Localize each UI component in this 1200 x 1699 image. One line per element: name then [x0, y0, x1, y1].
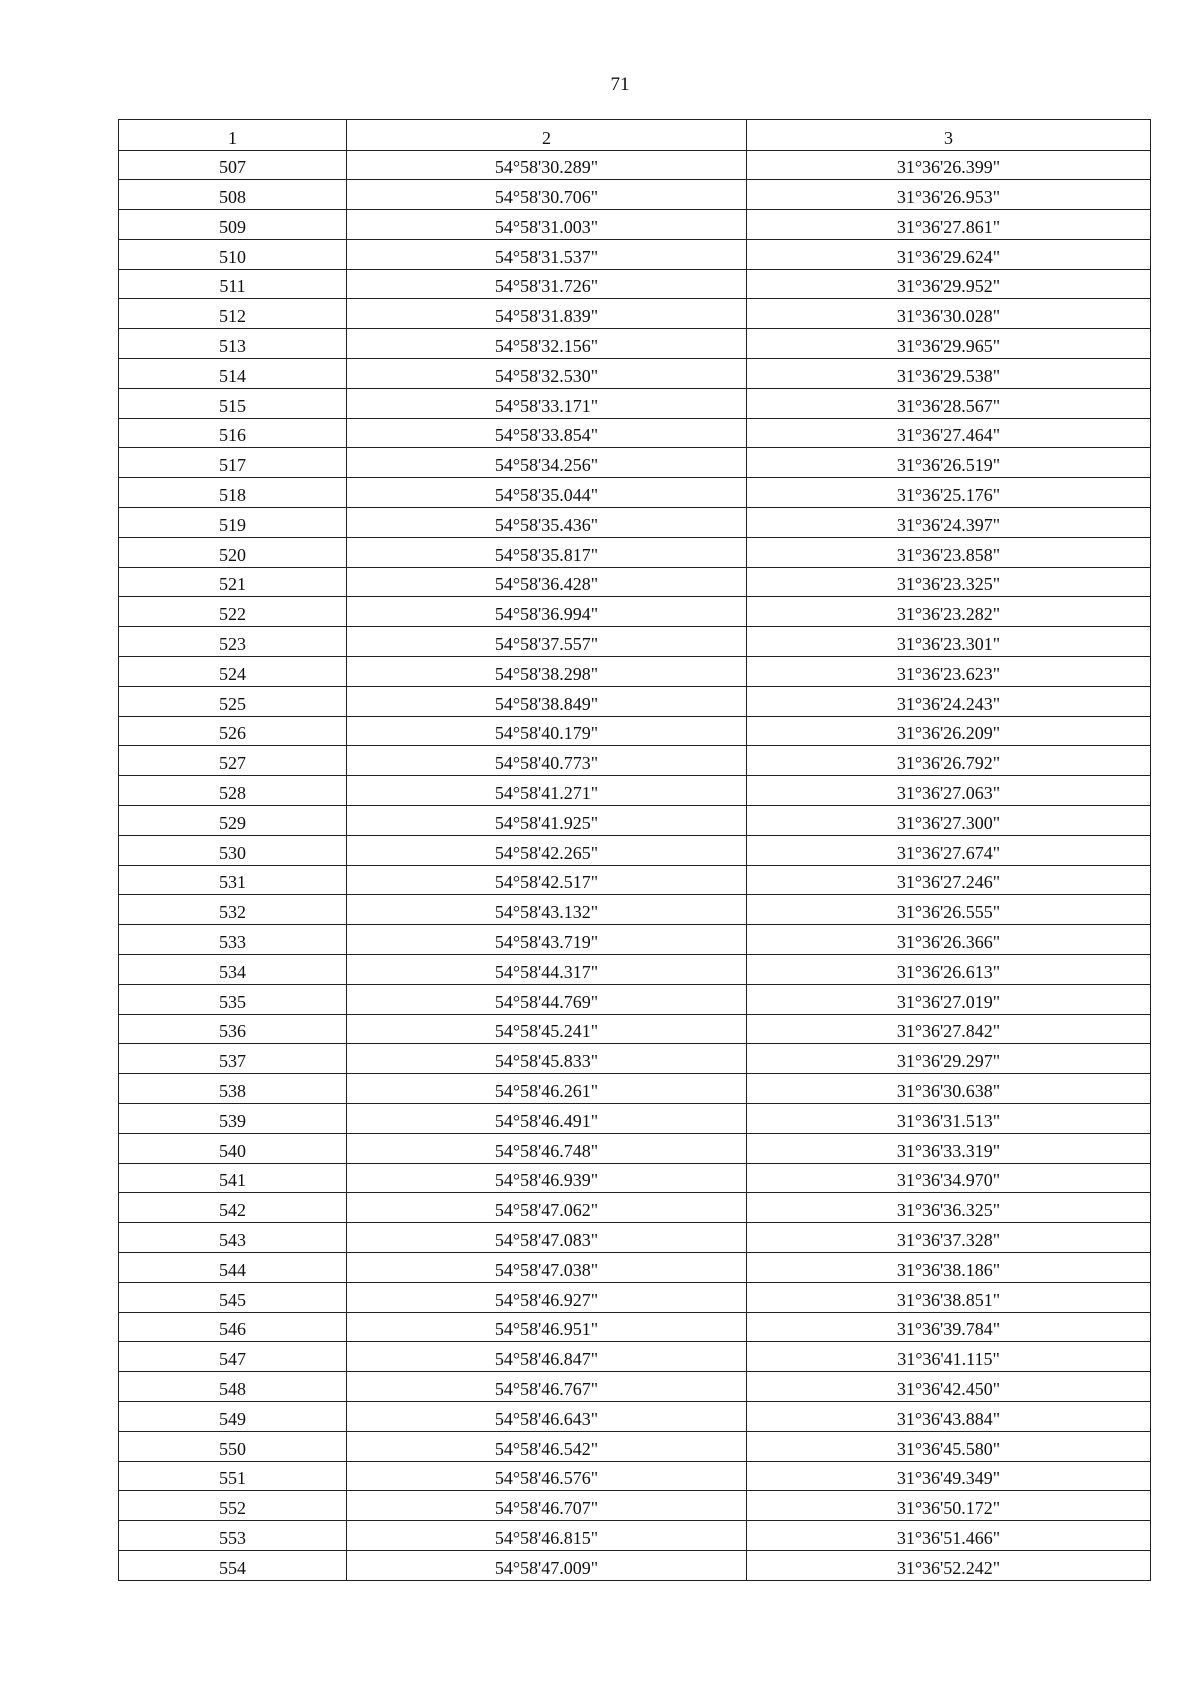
longitude-cell: 31°36'26.953": [747, 180, 1151, 210]
table-row: [119, 925, 1151, 955]
point-number-cell: 517: [119, 448, 347, 478]
point-number-cell: 545: [119, 1282, 347, 1312]
point-number-cell: 523: [119, 627, 347, 657]
table-row: [119, 835, 1151, 865]
point-number-cell: 510: [119, 239, 347, 269]
point-number-cell: 512: [119, 299, 347, 329]
table-row: [119, 448, 1151, 478]
point-number-cell: 513: [119, 329, 347, 359]
latitude-cell: 54°58'30.706": [347, 180, 747, 210]
longitude-cell: 31°36'26.519": [747, 448, 1151, 478]
point-number-cell: 520: [119, 537, 347, 567]
longitude-cell: 31°36'43.884": [747, 1401, 1151, 1431]
latitude-cell: 54°58'42.265": [347, 835, 747, 865]
latitude-cell: 54°58'44.317": [347, 955, 747, 985]
latitude-cell: 54°58'46.767": [347, 1372, 747, 1402]
point-number-cell: 544: [119, 1252, 347, 1282]
longitude-cell: 31°36'29.952": [747, 269, 1151, 299]
latitude-cell: 54°58'38.298": [347, 657, 747, 687]
longitude-cell: 31°36'27.246": [747, 865, 1151, 895]
longitude-cell: 31°36'30.638": [747, 1074, 1151, 1104]
point-number-cell: 541: [119, 1163, 347, 1193]
longitude-cell: 31°36'27.300": [747, 806, 1151, 836]
table-row: [119, 597, 1151, 627]
longitude-cell: 31°36'31.513": [747, 1104, 1151, 1134]
latitude-cell: 54°58'46.643": [347, 1401, 747, 1431]
latitude-cell: 54°58'30.289": [347, 150, 747, 180]
point-number-cell: 516: [119, 418, 347, 448]
point-number-cell: 531: [119, 865, 347, 895]
point-number-cell: 543: [119, 1223, 347, 1253]
point-number-cell: 528: [119, 776, 347, 806]
table-row: [119, 150, 1151, 180]
table-row: [119, 746, 1151, 776]
table-row: [119, 537, 1151, 567]
table-row: [119, 1223, 1151, 1253]
point-number-cell: 507: [119, 150, 347, 180]
longitude-cell: 31°36'23.301": [747, 627, 1151, 657]
latitude-cell: 54°58'40.179": [347, 716, 747, 746]
point-number-cell: 548: [119, 1372, 347, 1402]
point-number-cell: 553: [119, 1521, 347, 1551]
table-row: [119, 776, 1151, 806]
latitude-cell: 54°58'32.156": [347, 329, 747, 359]
longitude-cell: 31°36'27.861": [747, 210, 1151, 240]
longitude-cell: 31°36'28.567": [747, 388, 1151, 418]
point-number-cell: 536: [119, 1014, 347, 1044]
longitude-cell: 31°36'26.209": [747, 716, 1151, 746]
table-row: [119, 895, 1151, 925]
latitude-cell: 54°58'31.839": [347, 299, 747, 329]
latitude-cell: 54°58'32.530": [347, 359, 747, 389]
table-row: [119, 1401, 1151, 1431]
table-row: [119, 806, 1151, 836]
coordinates-table-body: [119, 120, 1151, 1581]
point-number-cell: 532: [119, 895, 347, 925]
longitude-cell: 31°36'33.319": [747, 1133, 1151, 1163]
table-row: [119, 627, 1151, 657]
point-number-cell: 535: [119, 984, 347, 1014]
table-row: [119, 1521, 1151, 1551]
longitude-cell: 31°36'29.297": [747, 1044, 1151, 1074]
table-row: [119, 657, 1151, 687]
table-row: [119, 1252, 1151, 1282]
longitude-cell: 31°36'38.851": [747, 1282, 1151, 1312]
longitude-cell: 31°36'27.063": [747, 776, 1151, 806]
latitude-cell: 54°58'41.925": [347, 806, 747, 836]
longitude-cell: 31°36'26.792": [747, 746, 1151, 776]
table-row: [119, 1282, 1151, 1312]
point-number-cell: 524: [119, 657, 347, 687]
latitude-cell: 54°58'35.436": [347, 508, 747, 538]
point-number-cell: 547: [119, 1342, 347, 1372]
longitude-cell: 31°36'29.624": [747, 239, 1151, 269]
longitude-cell: 31°36'51.466": [747, 1521, 1151, 1551]
point-number-cell: 509: [119, 210, 347, 240]
table-row: [119, 1342, 1151, 1372]
longitude-cell: 31°36'27.674": [747, 835, 1151, 865]
longitude-cell: 31°36'49.349": [747, 1461, 1151, 1491]
table-row: [119, 508, 1151, 538]
latitude-cell: 54°58'31.003": [347, 210, 747, 240]
latitude-cell: 54°58'45.833": [347, 1044, 747, 1074]
table-row: [119, 299, 1151, 329]
point-number-cell: 529: [119, 806, 347, 836]
table-row: [119, 210, 1151, 240]
latitude-cell: 54°58'46.939": [347, 1163, 747, 1193]
table-row: [119, 1491, 1151, 1521]
point-number-cell: 537: [119, 1044, 347, 1074]
table-row: [119, 269, 1151, 299]
longitude-cell: 31°36'26.613": [747, 955, 1151, 985]
longitude-cell: 31°36'26.555": [747, 895, 1151, 925]
longitude-cell: 31°36'25.176": [747, 478, 1151, 508]
latitude-cell: 54°58'43.719": [347, 925, 747, 955]
point-number-cell: 549: [119, 1401, 347, 1431]
longitude-cell: 31°36'29.965": [747, 329, 1151, 359]
column-header: 3: [747, 120, 1151, 151]
latitude-cell: 54°58'36.994": [347, 597, 747, 627]
longitude-cell: 31°36'23.325": [747, 567, 1151, 597]
point-number-cell: 515: [119, 388, 347, 418]
point-number-cell: 540: [119, 1133, 347, 1163]
table-row: [119, 865, 1151, 895]
point-number-cell: 551: [119, 1461, 347, 1491]
table-row: [119, 1104, 1151, 1134]
page-number: 71: [610, 74, 630, 95]
table-row: [119, 1431, 1151, 1461]
latitude-cell: 54°58'40.773": [347, 746, 747, 776]
point-number-cell: 508: [119, 180, 347, 210]
table-row: [119, 1312, 1151, 1342]
table-row: [119, 1133, 1151, 1163]
point-number-cell: 518: [119, 478, 347, 508]
latitude-cell: 54°58'46.847": [347, 1342, 747, 1372]
longitude-cell: 31°36'36.325": [747, 1193, 1151, 1223]
point-number-cell: 530: [119, 835, 347, 865]
point-number-cell: 546: [119, 1312, 347, 1342]
longitude-cell: 31°36'52.242": [747, 1550, 1151, 1580]
latitude-cell: 54°58'44.769": [347, 984, 747, 1014]
longitude-cell: 31°36'42.450": [747, 1372, 1151, 1402]
latitude-cell: 54°58'36.428": [347, 567, 747, 597]
longitude-cell: 31°36'23.623": [747, 657, 1151, 687]
longitude-cell: 31°36'27.019": [747, 984, 1151, 1014]
latitude-cell: 54°58'46.748": [347, 1133, 747, 1163]
point-number-cell: 511: [119, 269, 347, 299]
latitude-cell: 54°58'34.256": [347, 448, 747, 478]
latitude-cell: 54°58'43.132": [347, 895, 747, 925]
latitude-cell: 54°58'41.271": [347, 776, 747, 806]
latitude-cell: 54°58'33.171": [347, 388, 747, 418]
latitude-cell: 54°58'47.038": [347, 1252, 747, 1282]
longitude-cell: 31°36'38.186": [747, 1252, 1151, 1282]
longitude-cell: 31°36'26.366": [747, 925, 1151, 955]
longitude-cell: 31°36'34.970": [747, 1163, 1151, 1193]
table-header-row: [119, 120, 1151, 151]
point-number-cell: 550: [119, 1431, 347, 1461]
latitude-cell: 54°58'33.854": [347, 418, 747, 448]
point-number-cell: 527: [119, 746, 347, 776]
latitude-cell: 54°58'46.491": [347, 1104, 747, 1134]
column-header: 1: [119, 120, 347, 151]
longitude-cell: 31°36'23.282": [747, 597, 1151, 627]
point-number-cell: 519: [119, 508, 347, 538]
table-row: [119, 1461, 1151, 1491]
coordinates-table: [118, 119, 1151, 1581]
latitude-cell: 54°58'47.083": [347, 1223, 747, 1253]
longitude-cell: 31°36'23.858": [747, 537, 1151, 567]
table-row: [119, 478, 1151, 508]
latitude-cell: 54°58'46.927": [347, 1282, 747, 1312]
table-row: [119, 418, 1151, 448]
table-row: [119, 1014, 1151, 1044]
latitude-cell: 54°58'46.576": [347, 1461, 747, 1491]
point-number-cell: 552: [119, 1491, 347, 1521]
longitude-cell: 31°36'27.842": [747, 1014, 1151, 1044]
table-row: [119, 1044, 1151, 1074]
latitude-cell: 54°58'35.044": [347, 478, 747, 508]
longitude-cell: 31°36'27.464": [747, 418, 1151, 448]
longitude-cell: 31°36'30.028": [747, 299, 1151, 329]
point-number-cell: 525: [119, 686, 347, 716]
point-number-cell: 554: [119, 1550, 347, 1580]
table-row: [119, 388, 1151, 418]
point-number-cell: 522: [119, 597, 347, 627]
latitude-cell: 54°58'35.817": [347, 537, 747, 567]
longitude-cell: 31°36'41.115": [747, 1342, 1151, 1372]
table-row: [119, 1372, 1151, 1402]
table-row: [119, 359, 1151, 389]
table-row: [119, 984, 1151, 1014]
column-header: 2: [347, 120, 747, 151]
latitude-cell: 54°58'45.241": [347, 1014, 747, 1044]
table-row: [119, 686, 1151, 716]
latitude-cell: 54°58'42.517": [347, 865, 747, 895]
table-row: [119, 1163, 1151, 1193]
point-number-cell: 539: [119, 1104, 347, 1134]
latitude-cell: 54°58'46.707": [347, 1491, 747, 1521]
point-number-cell: 542: [119, 1193, 347, 1223]
table-row: [119, 955, 1151, 985]
latitude-cell: 54°58'46.542": [347, 1431, 747, 1461]
latitude-cell: 54°58'47.009": [347, 1550, 747, 1580]
latitude-cell: 54°58'31.726": [347, 269, 747, 299]
longitude-cell: 31°36'26.399": [747, 150, 1151, 180]
table-row: [119, 180, 1151, 210]
point-number-cell: 514: [119, 359, 347, 389]
longitude-cell: 31°36'29.538": [747, 359, 1151, 389]
table-row: [119, 567, 1151, 597]
table-row: [119, 329, 1151, 359]
longitude-cell: 31°36'39.784": [747, 1312, 1151, 1342]
longitude-cell: 31°36'24.243": [747, 686, 1151, 716]
table-row: [119, 239, 1151, 269]
longitude-cell: 31°36'37.328": [747, 1223, 1151, 1253]
point-number-cell: 533: [119, 925, 347, 955]
latitude-cell: 54°58'46.951": [347, 1312, 747, 1342]
point-number-cell: 538: [119, 1074, 347, 1104]
latitude-cell: 54°58'46.815": [347, 1521, 747, 1551]
latitude-cell: 54°58'37.557": [347, 627, 747, 657]
point-number-cell: 526: [119, 716, 347, 746]
longitude-cell: 31°36'50.172": [747, 1491, 1151, 1521]
table-row: [119, 1193, 1151, 1223]
latitude-cell: 54°58'31.537": [347, 239, 747, 269]
longitude-cell: 31°36'24.397": [747, 508, 1151, 538]
point-number-cell: 534: [119, 955, 347, 985]
latitude-cell: 54°58'38.849": [347, 686, 747, 716]
table-row: [119, 1550, 1151, 1580]
latitude-cell: 54°58'46.261": [347, 1074, 747, 1104]
longitude-cell: 31°36'45.580": [747, 1431, 1151, 1461]
point-number-cell: 521: [119, 567, 347, 597]
table-row: [119, 716, 1151, 746]
table-row: [119, 1074, 1151, 1104]
latitude-cell: 54°58'47.062": [347, 1193, 747, 1223]
